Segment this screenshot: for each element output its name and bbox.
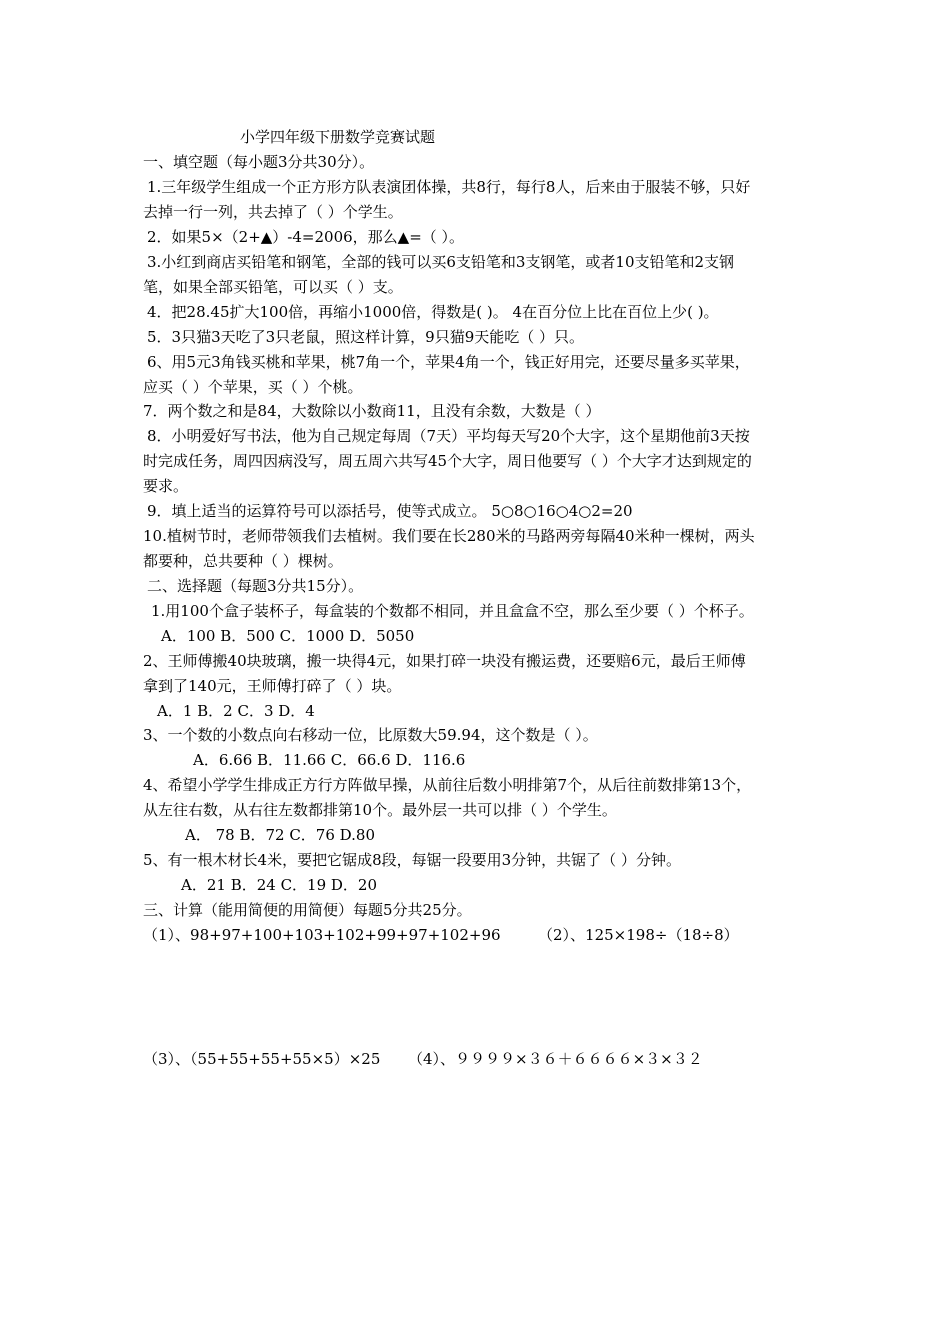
s2-q1-options: A．100 B．500 C．1000 D．5050	[161, 627, 415, 645]
s3-q4: （4）、９９９９×３６＋６６６６×３×３２	[408, 1050, 703, 1068]
section1-heading: 一、填空题（每小题3分共30分）。	[143, 153, 375, 171]
s1-q9: 9．填上适当的运算符号可以添括号，使等式成立。 5○8○16○4○2=20	[147, 502, 633, 520]
s1-q10-line1: 10.植树节时，老师带领我们去植树。我们要在长280米的马路两旁每隔40米种一棵树，两头	[143, 527, 755, 545]
s2-q2-line2: 拿到了140元，王师傅打碎了（ ）块。	[143, 677, 402, 695]
s1-q6-line2: 应买（ ）个苹果，买（ ）个桃。	[143, 378, 363, 396]
s1-q6-line1: 6、用5元3角钱买桃和苹果，桃7角一个，苹果4角一个，钱正好用完，还要尽量多买苹果，	[147, 353, 750, 371]
s2-q2-options: A．1 B．2 C．3 D．4	[157, 702, 315, 720]
s3-q2: （2）、125×198÷（18÷8）	[538, 926, 739, 944]
s2-q4-options: A． 78 B．72 C．76 D.80	[185, 826, 376, 844]
s3-q1: （1）、98+97+100+103+102+99+97+102+96	[143, 926, 501, 944]
s2-q3-options: A．6.66 B．11.66 C．66.6 D．116.6	[193, 751, 466, 769]
s2-q5: 5、有一根木材长4米，要把它锯成8段，每锯一段要用3分钟，共锯了（ ）分钟。	[143, 851, 681, 869]
s1-q4: 4．把28.45扩大100倍，再缩小1000倍，得数是( )。 4在百分位上比在百位上少( )。	[147, 303, 719, 321]
s1-q10-line2: 都要种，总共要种（ ）棵树。	[143, 552, 343, 570]
s1-q2: 2．如果5×（2+▲）-4=2006，那么▲=（ ）。	[147, 228, 465, 246]
s1-q8-line2: 时完成任务，周四因病没写，周五周六共写45个大字，周日他要写（ ）个大字才达到规定的	[143, 452, 752, 470]
section2-heading: 二、选择题（每题3分共15分）。	[147, 577, 364, 595]
s1-q7: 7．两个数之和是84，大数除以小数商11，且没有余数，大数是（ ）	[143, 402, 601, 420]
s1-q3-line1: 3.小红到商店买铅笔和钢笔，全部的钱可以买6支铅笔和3支钢笔，或者10支铅笔和2支钢	[147, 253, 735, 271]
s2-q3: 3、一个数的小数点向右移动一位，比原数大59.94，这个数是（ ）。	[143, 726, 598, 744]
s2-q1: 1.用100个盒子装杯子，每盒装的个数都不相同，并且盒盒不空，那么至少要（ ）个杯子。	[151, 602, 754, 620]
s3-q3: （3）、（55+55+55+55×5）×25	[143, 1050, 381, 1068]
s2-q2-line1: 2、王师傅搬40块玻璃，搬一块得4元，如果打碎一块没有搬运费，还要赔6元，最后王师傅	[143, 652, 746, 670]
s1-q3-line2: 笔，如果全部买铅笔，可以买（ ）支。	[143, 278, 403, 296]
s1-q8-line3: 要求。	[143, 477, 189, 495]
s1-q5: 5．3只猫3天吃了3只老鼠，照这样计算，9只猫9天能吃（ ）只。	[147, 328, 585, 346]
s1-q8-line1: 8．小明爱好写书法，他为自己规定每周（7天）平均每天写20个大字，这个星期他前3天按	[147, 427, 750, 445]
s2-q4-line2: 从左往右数，从右往左数都排第10个。最外层一共可以排（ ）个学生。	[143, 801, 617, 819]
s1-q1-line1: 1.三年级学生组成一个正方形方队表演团体操，共8行，每行8人，后来由于服装不够，只好	[147, 178, 751, 196]
s2-q4-line1: 4、希望小学学生排成正方行方阵做早操，从前往后数小明排第7个，从后往前数排第13个，	[143, 776, 752, 794]
s1-q1-line2: 去掉一行一列，共去掉了（ ）个学生。	[143, 203, 403, 221]
section3-heading: 三、计算（能用简便的用简便）每题5分共25分。	[143, 901, 472, 919]
s2-q5-options: A．21 B．24 C．19 D．20	[181, 876, 378, 894]
page-title: 小学四年级下册数学竞赛试题	[240, 128, 436, 146]
